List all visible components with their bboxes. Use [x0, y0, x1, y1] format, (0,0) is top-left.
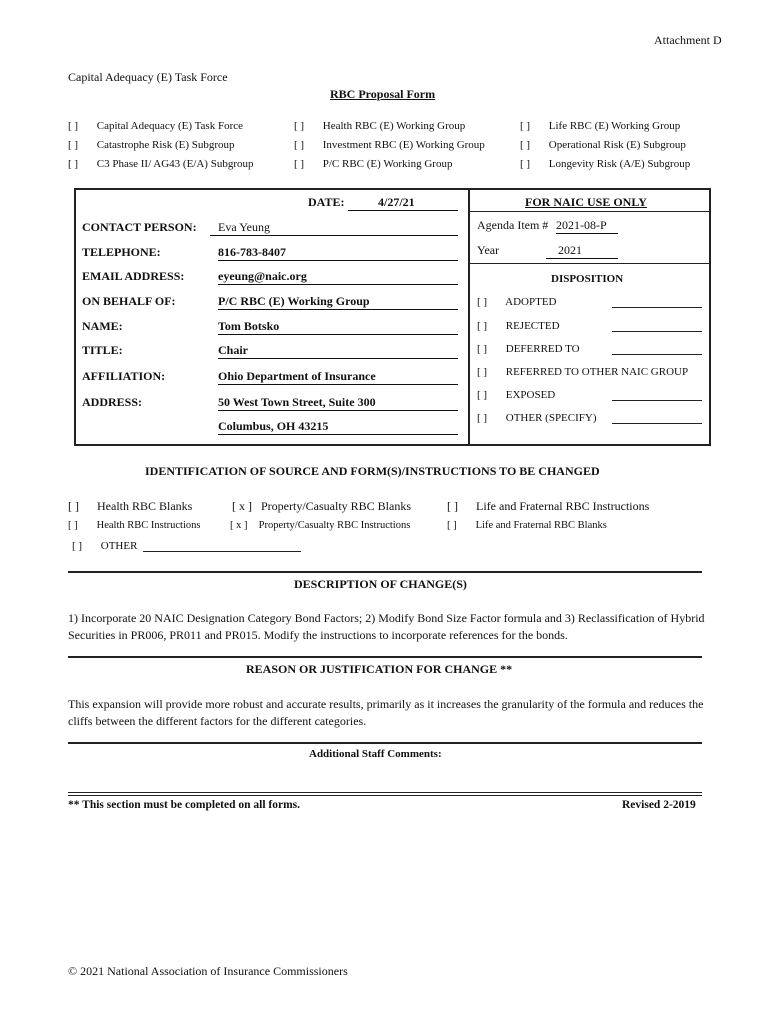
form-title: RBC Proposal Form — [330, 87, 436, 101]
group-checkbox[interactable]: [ ] Capital Adequacy (E) Task Force — [68, 120, 244, 132]
agenda-label: Agenda Item # — [477, 218, 549, 232]
contact-person-field[interactable]: Eva Yeung — [210, 220, 458, 236]
other-field[interactable] — [143, 551, 301, 552]
year-label: Year — [477, 243, 500, 257]
behalf-label: ON BEHALF OF: — [82, 294, 176, 308]
section-divider — [68, 571, 702, 573]
section-divider — [68, 742, 702, 744]
reason-text: This expansion will provide more robust and accurate results, primarily as it increases the granularity of the formula and reduces the cliffs between the different factors for the different categories. — [68, 697, 704, 728]
address-line1-field[interactable]: 50 West Town Street, Suite 300 — [218, 395, 458, 411]
email-field[interactable]: eyeung@naic.org — [218, 269, 458, 285]
group-checkbox[interactable]: [ ] Health RBC (E) Working Group — [294, 120, 466, 132]
group-checkbox[interactable]: [ ] Longevity Risk (A/E) Subgroup — [520, 158, 691, 170]
form-checkbox[interactable]: [ ] Health RBC Instructions — [68, 520, 201, 531]
footer-divider — [68, 792, 702, 796]
group-checkbox[interactable]: [ ] Catastrophe Risk (E) Subgroup — [68, 139, 235, 151]
address-line2-field[interactable]: Columbus, OH 43215 — [218, 419, 458, 435]
title-field[interactable]: Chair — [218, 343, 458, 359]
org-name: Capital Adequacy (E) Task Force — [68, 70, 228, 84]
identification-heading: IDENTIFICATION OF SOURCE AND FORM(S)/INSTRUCTIONS TO BE CHANGED — [145, 464, 600, 478]
disposition-checkbox[interactable]: [ ] REJECTED — [477, 320, 560, 332]
form-checkbox[interactable]: [ x ] Property/Casualty RBC Instructions — [230, 520, 411, 531]
group-checkbox[interactable]: [ ] Operational Risk (E) Subgroup — [520, 139, 686, 151]
disposition-line — [612, 423, 702, 424]
title-label: TITLE: — [82, 343, 123, 357]
naic-divider — [470, 211, 709, 212]
disposition-checkbox[interactable]: [ ] ADOPTED — [477, 296, 557, 308]
disposition-checkbox[interactable]: [ ] OTHER (SPECIFY) — [477, 412, 597, 424]
contact-person-label: CONTACT PERSON: — [82, 220, 197, 234]
affiliation-label: AFFILIATION: — [82, 369, 166, 383]
email-label: EMAIL ADDRESS: — [82, 269, 185, 283]
address-label: ADDRESS: — [82, 395, 143, 409]
year-field[interactable]: 2021 — [546, 243, 618, 259]
disposition-line — [612, 354, 702, 355]
disposition-checkbox[interactable]: [ ] DEFERRED TO — [477, 343, 580, 355]
attachment-label: Attachment D — [654, 33, 722, 47]
form-checkbox[interactable]: [ ] Life and Fraternal RBC Instructions — [447, 499, 650, 513]
reason-heading: REASON OR JUSTIFICATION FOR CHANGE ** — [246, 662, 513, 676]
disposition-checkbox[interactable]: [ ] REFERRED TO OTHER NAIC GROUP — [477, 366, 689, 378]
disposition-line — [612, 400, 702, 401]
copyright: © 2021 National Association of Insurance Commissioners — [68, 964, 348, 978]
group-checkbox[interactable]: [ ] Life RBC (E) Working Group — [520, 120, 681, 132]
disposition-line — [612, 331, 702, 332]
telephone-label: TELEPHONE: — [82, 245, 161, 259]
other-checkbox[interactable]: [ ] OTHER — [72, 540, 138, 552]
disposition-checkbox[interactable]: [ ] EXPOSED — [477, 389, 556, 401]
description-text: 1) Incorporate 20 NAIC Designation Category Bond Factors; 2) Modify Bond Size Factor formula and 3) Reclassification of Hybrid Securities in PR006, PR011 and PR015. Modify the instructions to incorporate references for the bonds. — [68, 611, 705, 642]
agenda-field[interactable]: 2021-08-P — [556, 218, 618, 234]
date-label: DATE: — [308, 195, 345, 209]
affiliation-field[interactable]: Ohio Department of Insurance — [218, 369, 458, 385]
telephone-field[interactable]: 816-783-8407 — [218, 245, 458, 261]
revised-label: Revised 2-2019 — [622, 799, 696, 811]
form-checkbox[interactable]: [ ] Health RBC Blanks — [68, 499, 193, 513]
date-field[interactable]: 4/27/21 — [348, 195, 458, 211]
naic-divider — [470, 263, 709, 264]
form-checkbox[interactable]: [ x ] Property/Casualty RBC Blanks — [232, 499, 411, 513]
group-checkbox[interactable]: [ ] P/C RBC (E) Working Group — [294, 158, 453, 170]
section-divider — [68, 656, 702, 658]
required-note: ** This section must be completed on all forms. — [68, 799, 301, 811]
group-checkbox[interactable]: [ ] C3 Phase II/ AG43 (E/A) Subgroup — [68, 158, 254, 170]
form-checkbox[interactable]: [ ] Life and Fraternal RBC Blanks — [447, 520, 607, 531]
naic-use-heading: FOR NAIC USE ONLY — [525, 195, 647, 209]
group-checkbox[interactable]: [ ] Investment RBC (E) Working Group — [294, 139, 485, 151]
name-label: NAME: — [82, 319, 123, 333]
description-heading: DESCRIPTION OF CHANGE(S) — [294, 577, 467, 591]
disposition-heading: DISPOSITION — [551, 273, 624, 285]
staff-comments-heading: Additional Staff Comments: — [309, 748, 442, 760]
name-field[interactable]: Tom Botsko — [218, 319, 458, 335]
disposition-line — [612, 307, 702, 308]
behalf-field[interactable]: P/C RBC (E) Working Group — [218, 294, 458, 310]
